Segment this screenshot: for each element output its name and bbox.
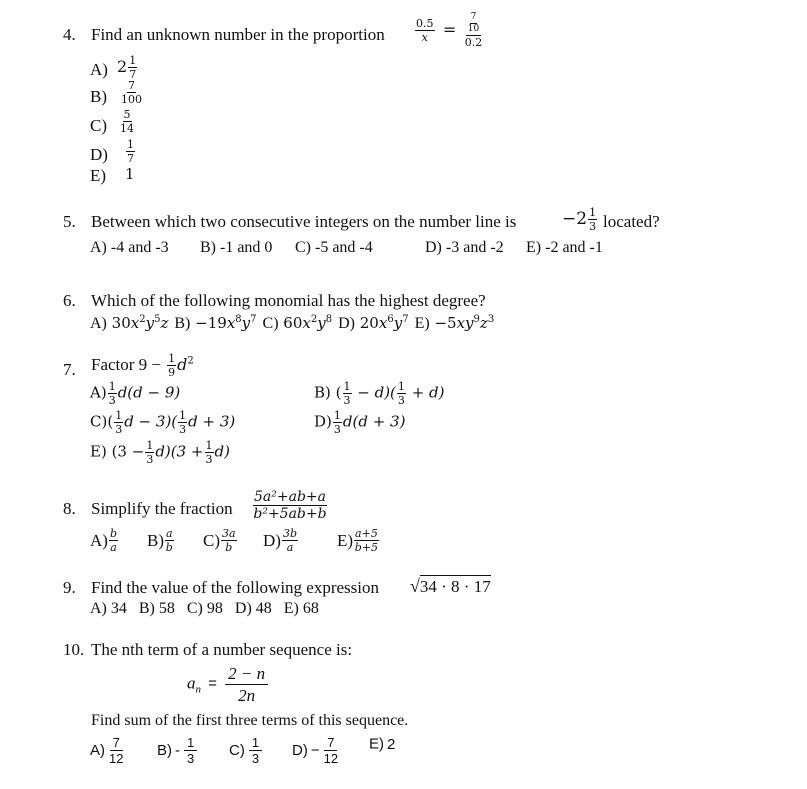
q4-option-b-value [120,80,143,105]
q4-option-b-fraction [121,80,142,105]
q4-text: Find an unknown number in the proportion [91,25,385,44]
q8-frac-num: 5a²+ab+a [254,489,326,505]
q6-option-e-exp: 9 [473,314,480,325]
q6-option-a [90,314,168,332]
q7-option-a-label: A) [90,383,107,402]
q5-option-d [425,240,504,256]
q8-option-c-fraction [221,528,237,553]
q10-option-b-sign: - [175,742,180,759]
q5-number: 5. [63,212,76,231]
q6-option-e [415,314,495,332]
q4-option-c-den: 14 [120,122,134,135]
q6-option-b-label: B) [174,315,191,332]
q4-option-c-fraction [120,109,134,134]
q8-option-b-den: b [165,541,173,554]
q7-option-b-num1: 1 [343,380,351,393]
q7-option-d-label: D) [314,412,332,431]
q7-option-c-end: d + 3) [188,412,236,431]
q9-radicand: 34 · 8 · 17 [419,577,491,596]
q9-options: A) 34 B) 58 C) 98 D) 48 E) 68 [90,600,319,617]
q4-option-c-num: 5 [123,108,131,121]
q7-option-a-den: 3 [108,394,116,407]
q10-option-d-den: 12 [323,751,339,766]
q4-inner-num: 7 [470,12,477,22]
q4-right-num [466,13,481,36]
q4-option-b-den: 100 [121,93,142,106]
q4-option-a-num: 1 [129,54,137,67]
q7-option-d-fraction [333,410,342,435]
q4-option-e-value: 1 [125,165,135,183]
q10-formula-lhs: a [187,673,196,693]
q10-formula-sub: n [195,683,201,696]
q4-option-a-den: 7 [129,68,137,81]
q10-formula-fraction [225,665,268,704]
q5-option-c-text: -5 and -4 [315,239,373,256]
q7-option-a [90,381,180,406]
q6-option-d-exp: 6 [387,314,394,325]
q7-option-d-num: 1 [333,409,341,422]
q4-option-c-label: C) [90,116,107,135]
q7-option-c [90,410,235,435]
q5-option-b [200,240,272,256]
q8-option-a [90,528,119,553]
q7-option-d-rest: d(d + 3) [342,412,406,431]
q6-option-a-var: z [160,314,169,332]
q10-option-a [90,736,124,765]
q7-option-a-rest: d(d − 9) [117,383,181,402]
q10-option-a-fraction [109,736,123,765]
q8-option-d-num: 3b [282,527,297,540]
q4-left-den: x [421,31,428,44]
q5-option-e-text: -2 and -1 [545,239,603,256]
q7-option-a-num: 1 [108,380,116,393]
q5-text-before: Between which two consecutive integers on the number line is [91,212,517,231]
q10-formula-eq: = [208,675,217,693]
q4-equals: = [442,20,457,39]
q6-option-d-var: y [393,314,403,332]
q5-expr-num: 1 [589,206,597,219]
q7-option-c-num2: 1 [179,409,187,422]
q8-option-b-fraction [165,528,174,553]
q8-option-b [147,528,175,553]
q6-option-d-coef: 20 [359,314,379,332]
q4-proportion [414,13,483,48]
q8-option-a-den: a [110,541,117,554]
q6-option-c-exp: 8 [325,314,333,325]
q5-option-e [526,240,603,256]
q4-option-e-label: E) [90,166,107,185]
q8-number: 8. [63,499,76,518]
q8-text: Simplify the fraction [91,499,233,518]
q10-formula-num: 2 − n [225,665,268,685]
q7-option-b-label: B) ( [314,383,342,402]
q4-option-a-whole: 2 [117,57,128,76]
q10-formula-den: 2n [238,686,256,705]
q8-option-e-num: a+5 [355,527,378,540]
q6-option-c-var: x [302,314,311,332]
q5-option-a-label: A) [90,239,107,256]
q4-option-c-value [119,109,135,134]
q6-option-b [174,314,256,332]
q6-option-c-label: C) [262,315,279,332]
q10-option-c-num: 1 [249,736,262,751]
q7-tail-exp: 2 [187,355,194,367]
q10-option-b-label: B) [157,742,172,759]
q8-main-fraction [253,490,327,521]
q7-option-b-fraction-2 [397,381,406,406]
q5-expr-whole: −2 [562,209,588,229]
q4-left-fraction [415,18,435,43]
q6-option-d-label: D) [338,315,355,332]
q8-fraction [252,490,328,521]
q7-option-b-den2: 3 [397,394,405,407]
q6-option-d [338,314,408,332]
q8-option-a-fraction [109,528,118,553]
q10-option-d-sign: − [310,742,320,759]
q7-option-a-fraction [108,381,117,406]
q7-option-c-mid: d − 3)( [124,412,178,431]
q8-option-d-den: a [286,541,294,554]
q8-option-a-num: b [109,527,117,540]
q6-option-d-var: x [378,314,388,332]
q7-option-e-num1: 1 [146,439,154,452]
q5-expression [562,207,598,232]
q6-option-a-coef: 30 [111,314,131,332]
q4-option-b-label: B) [90,87,107,106]
q4-option-d-den: 7 [127,152,134,165]
q4-inner-fraction [468,13,479,34]
q5-option-d-text: -3 and -2 [445,239,504,256]
q9-text: Find the value of the following expression [91,578,380,597]
q5-option-b-text: -1 and 0 [220,239,273,256]
q7-option-c-fraction-2 [178,410,187,435]
q6-option-b-exp: 7 [250,314,257,325]
q8-option-c-den: b [225,541,233,554]
q8-option-b-num: a [166,527,173,540]
q7-number: 7. [63,360,76,379]
q5-text-after: located? [603,212,660,231]
q10-option-d [292,736,339,765]
q8-frac-den: b²+5ab+b [253,506,327,522]
q10-option-d-fraction [324,736,338,765]
q10-option-c [229,736,263,765]
q7-option-b-den1: 3 [343,394,351,407]
q7-option-d [314,410,405,435]
q6-option-c-var: y [317,314,326,332]
q10-number: 10. [63,640,85,659]
q4-option-a-fraction [128,55,137,80]
q8-option-b-label: B) [147,531,164,550]
q4-inner-den: 10 [467,24,480,34]
q10-option-e-label: E) [369,735,384,753]
q6-option-c-coef: 60 [283,314,303,332]
q6-text: Which of the following monomial has the highest degree? [91,291,486,310]
q5-option-c-label: C) [295,239,311,256]
q10-text: The nth term of a number sequence is: [91,640,353,659]
q7-option-b-fraction-1 [343,381,352,406]
q10-option-e [369,736,395,752]
q8-option-e-label: E) [337,531,354,550]
q6-option-b-exp: 8 [235,314,242,325]
q5-option-c [295,240,373,256]
q5-option-a-text: -4 and -3 [110,239,169,256]
q7-tail: d [177,355,188,374]
q4-option-a-value [117,55,138,80]
q7-option-b-end: + d) [406,383,445,402]
q6-option-e-var: x [456,314,466,332]
q7-text: Factor 9 − [91,355,162,374]
q6-option-e-coef: −5 [434,314,457,332]
q8-option-c [203,528,238,553]
q7-option-c-fraction-1 [114,410,123,435]
q10-option-b-num: 1 [184,736,197,751]
q7-option-b-mid: − d)( [352,383,396,402]
q6-option-e-var: y [465,314,474,332]
q7-option-e-fraction-1 [145,440,154,465]
q6-option-c-exp: 2 [310,314,318,325]
q6-option-a-var: x [130,314,140,332]
q5-expr-den: 3 [589,220,597,233]
q8-option-d [263,528,299,553]
q9-radical-expression [410,577,491,595]
q10-option-e-value: 2 [387,735,396,753]
q7-option-e-end: d) [214,442,230,461]
q8-option-e-den: b+5 [354,541,379,554]
q4-option-d-fraction [126,139,135,164]
q8-option-c-num: 3a [222,527,236,540]
q4-number: 4. [63,25,76,44]
q5-option-d-label: D) [425,239,442,256]
q7-option-e-den2: 3 [205,453,213,466]
q8-option-e [337,528,380,553]
q8-option-c-label: C) [203,531,220,550]
q6-option-a-exp: 5 [154,314,161,325]
q7-option-c-den1: 3 [115,423,123,436]
q10-option-b-fraction [184,736,197,765]
q7-option-e-den1: 3 [146,453,154,466]
q7-option-c-num1: 1 [115,409,123,422]
q5-option-b-label: B) [200,239,216,256]
q6-option-e-label: E) [414,315,430,332]
q6-number: 6. [63,291,76,310]
q10-option-b [157,736,198,765]
q4-option-d-label: D) [90,145,108,164]
q7-fraction [167,353,176,378]
q10-option-d-label: D) [292,742,308,759]
q10-option-c-den: 3 [251,751,260,766]
q7-option-e-fraction-2 [205,440,214,465]
q9-number: 9. [63,578,76,597]
q6-options-row [90,315,500,332]
q6-option-e-exp: 3 [487,314,495,325]
q7-option-c-label: C)( [90,412,114,431]
q6-option-c [263,314,333,332]
q4-option-b-num: 7 [128,79,135,92]
q6-option-b-var: x [226,314,236,332]
q7-frac-num: 1 [168,352,176,365]
q7-option-b-num2: 1 [397,380,405,393]
q6-option-e-var: z [479,314,488,332]
q7-option-b [314,381,444,406]
q10-formula [187,665,269,704]
q8-option-a-label: A) [90,531,108,550]
q10-option-a-num: 7 [110,736,123,751]
q10-option-c-label: C) [229,742,245,759]
q5-option-a [90,240,169,256]
q4-option-d-value [125,139,136,164]
q8-option-d-label: D) [263,531,281,550]
q7-option-e [90,440,230,465]
q10-option-b-den: 3 [187,751,195,766]
q7-option-e-num2: 1 [205,439,213,452]
q7-option-d-den: 3 [333,423,341,436]
q6-option-d-exp: 7 [402,314,409,325]
q6-option-b-coef: −19 [195,314,227,332]
q4-right-den: 0.2 [464,36,483,49]
q10-option-a-den: 12 [109,751,124,766]
q9-radical-icon: √ [410,576,420,596]
q8-option-e-fraction [354,528,379,553]
q7-frac-den: 9 [168,366,176,379]
q8-option-d-fraction [282,528,298,553]
q5-option-e-label: E) [526,239,542,256]
q6-option-a-label: A) [90,315,107,332]
q4-option-d-num: 1 [127,138,134,151]
q7-option-e-label: E) (3 − [90,442,145,461]
q4-option-a-label: A) [90,60,108,79]
q6-option-a-var: y [145,314,155,332]
q10-option-c-fraction [249,736,262,765]
q6-option-b-var: y [241,314,251,332]
q6-option-a-exp: 2 [139,314,146,325]
q4-right-fraction [465,13,483,48]
q7-option-e-mid: d)(3 + [155,442,204,461]
q10-prompt: Find sum of the first three terms of this sequence. [91,712,409,729]
q5-expr-fraction [588,207,597,232]
q7-expression [91,353,194,378]
q7-option-c-den2: 3 [179,423,187,436]
q10-option-d-num: 7 [324,736,337,751]
q4-left-num: 0.5 [416,17,434,30]
q10-option-a-label: A) [90,742,105,759]
